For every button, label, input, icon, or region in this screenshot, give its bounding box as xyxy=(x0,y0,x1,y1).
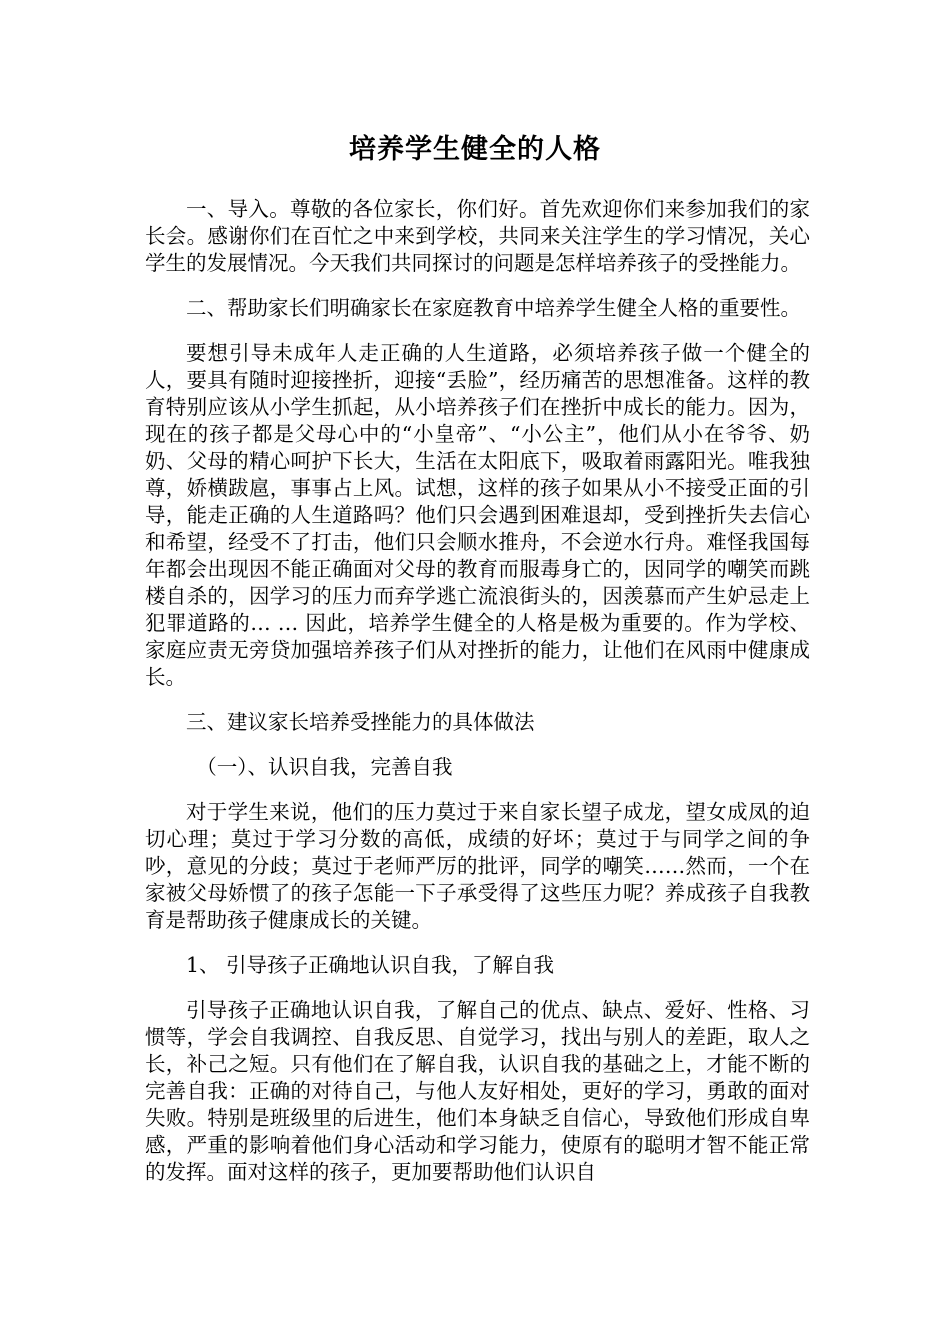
document-body xyxy=(145,196,810,1204)
numbered-heading-1: 1、 引导孩子正确地认识自我，了解自我 xyxy=(186,953,555,977)
paragraph-importance: 要想引导未成年人走正确的人生道路，必须培养孩子做一个健全的人，要具有随时迎接挫折，迎接“丢脸”，经历痛苦的思想准备。这样的教育特别应该从小学生抓起，从小培养孩子们在挫折中成长的能力。因为，现在的孩子都是父母心中的“小皇帝”、“小公主”，他们从小在爷爷、奶奶、父母的精心呵护下长大，生活在太阳底下，吸取着雨露阳光。唯我独尊，娇横跋扈，事事占上风。试想，这样的孩子如果从小不接受正面的引导，能走正确的人生道路吗？他们只会遇到困难退却，受到挫折失去信心和希望，经受不了打击，他们只会顺水推舟，不会逆水行舟。难怪我国每年都会出现因不能正确面对父母的教育而服毒身亡的，因同学的嘲笑而跳楼自杀的，因学习的压力而弃学逃亡流浪街头的，因羡慕而产生妒忌走上犯罪道路的… … 因此，培养学生健全的人格是极为重要的。作为学校、家庭应责无旁贷加强培养孩子们从对挫折的能力，让他们在风雨中健康成长。 xyxy=(145,341,810,689)
paragraph-introduction: 一、导入。尊敬的各位家长，你们好。首先欢迎你们来参加我们的家长会。感谢你们在百忙之中来到学校，共同来关注学生的学习情况，关心学生的发展情况。今天我们共同探讨的问题是怎样培养孩子的受挫能力。 xyxy=(145,197,810,275)
subsection-heading-1: （一）、认识自我，完善自我 xyxy=(196,755,453,779)
section-heading-2: 二、帮助家长们明确家长在家庭教育中培养学生健全人格的重要性。 xyxy=(186,296,801,320)
document-title: 培养学生健全的人格 xyxy=(349,134,601,165)
section-heading-3: 三、建议家长培养受挫能力的具体做法 xyxy=(186,710,535,734)
paragraph-self-awareness: 引导孩子正确地认识自我，了解自己的优点、缺点、爱好、性格、习惯等，学会自我调控、自我反思、自觉学习，找出与别人的差距，取人之长，补己之短。只有他们在了解自我，认识自我的基础之上，才能不断的完善自我：正确的对待自己，与他人友好相处，更好的学习，勇敢的面对失败。特别是班级里的后进生，他们本身缺乏自信心，导致他们形成自卑感，严重的影响着他们身心活动和学习能力，使原有的聪明才智不能正常的发挥。面对这样的孩子，更加要帮助他们认识自 xyxy=(145,998,810,1184)
paragraph-pressure: 对于学生来说，他们的压力莫过于来自家长望子成龙，望女成凤的迫切心理；莫过于学习分数的高低，成绩的好坏；莫过于与同学之间的争吵，意见的分歧；莫过于老师严厉的批评，同学的嘲笑……然而，一个在家被父母娇惯了的孩子怎能一下子承受得了这些压力呢？养成孩子自我教育是帮助孩子健康成长的关键。 xyxy=(145,800,810,932)
